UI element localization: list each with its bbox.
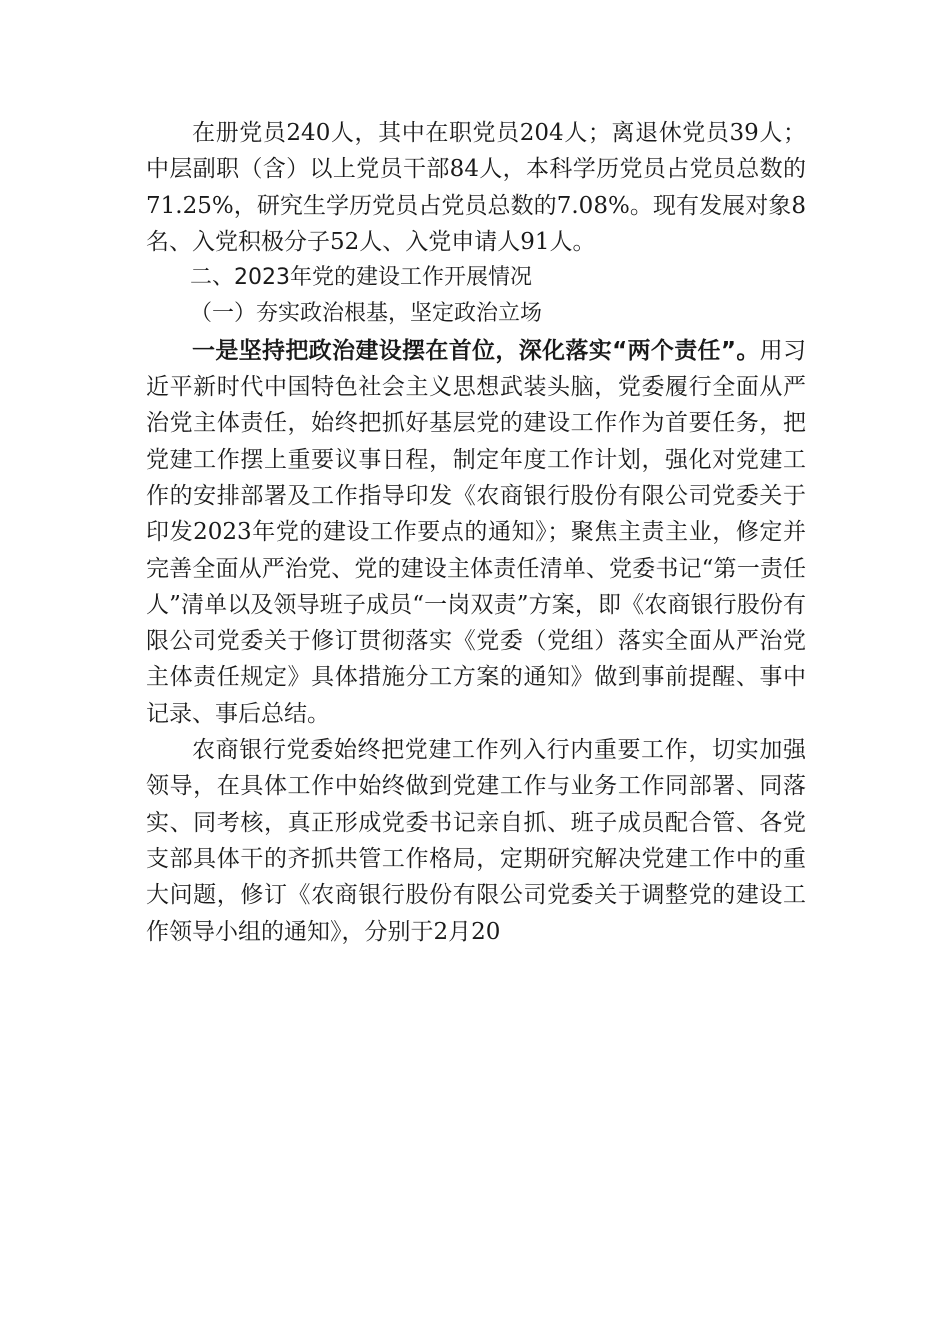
paragraph-party-committee: 农商银行党委始终把党建工作列入行内重要工作，切实加强领导，在具体工作中始终做到党建工作与业务工作同部署、同落实、同考核，真正形成党委书记亲自抓、班子成员配合管、各党支部具体干的齐抓共管工作格局，定期研究解决党建工作中的重大问题，修订《农商银行股份有限公司党委关于调整党的建设工作领导小组的通知》，分别于2月20 [146, 737, 806, 945]
section-heading: 二、2023年党的建设工作开展情况 [190, 265, 532, 291]
paragraph-body-text: 用习近平新时代中国特色社会主义思想武装头脑，党委履行全面从严治党主体责任，始终把抓好基层党的建设工作作为首要任务，把党建工作摆上重要议事日程，制定年度工作计划，强化对党建工作的安排部署及工作指导印发《农商银行股份有限公司党委关于印发2023年党的建设工作要点的通知》；聚焦主责主业，修定并完善全面从严治党、党的建设主体责任清单、党委书记“第一责任人”清单以及领导班子成员“一岗双责”方案，即《农商银行股份有限公司党委关于修订贯彻落实《党委（党组）落实全面从严治党主体责任规定》具体措施分工方案的通知》做到事前提醒、事中记录、事后总结。 [146, 337, 807, 727]
document-body [146, 115, 806, 950]
subsection-heading: （一）夯实政治根基，坚定政治立场 [190, 301, 543, 327]
paragraph-lead-text: 一是坚持把政治建设摆在首位，深化落实“两个责任”。 [192, 337, 760, 364]
paragraph-political-building [146, 333, 806, 732]
paragraph-membership-stats: 在册党员240人，其中在职党员204人；离退休党员39人；中层副职（含）以上党员干部84人，本科学历党员占党员总数的71.25%，研究生学历党员占党员总数的7.08%。现有发展对象8名、入党积极分子52人、入党申请人91人。 [146, 120, 806, 255]
